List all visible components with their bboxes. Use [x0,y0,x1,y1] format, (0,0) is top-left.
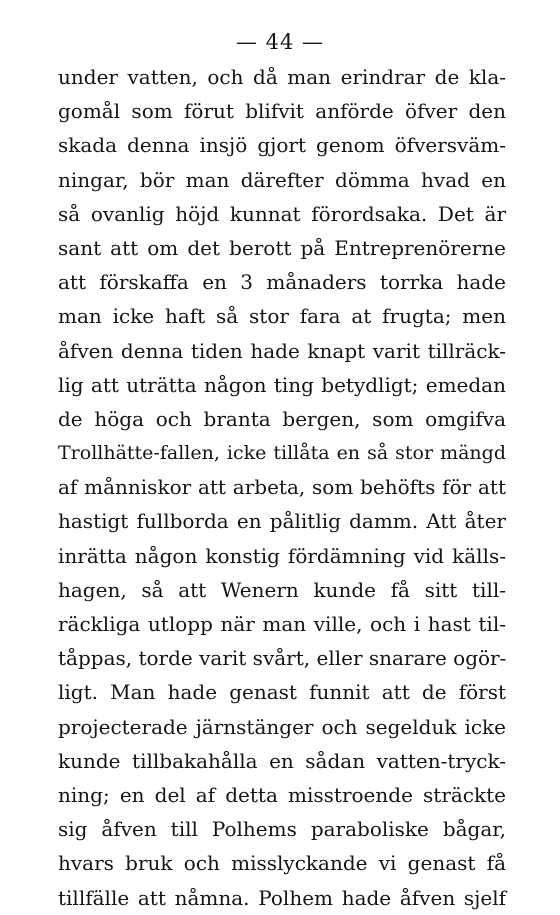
text-line: inrätta någon konstig fördämning vid källs- [58,543,506,568]
text-line: kunde tillbakahålla en sådan vatten-tryck- [58,748,506,773]
text-line: räckliga utlopp när man ville, och i hast til- [58,612,506,636]
text-line: under vatten, och då man erindrar de kla- [58,65,506,89]
text-line: gomål som förut blifvit anförde öfver den [58,99,506,124]
text-line: de höga och branta bergen, som omgifva [58,406,506,431]
text-line: ning; en del af detta misstroende sträckte [58,782,506,807]
body-text [58,60,506,915]
text-line: skada denna insjö gjort genom öfversväm- [58,133,506,158]
text-line: af månniskor att arbeta, som behöfts för att [58,475,506,500]
text-line: hvars bruk och misslyckande vi genast få [58,851,506,876]
text-line: hagen, så att Wenern kunde få sitt till- [58,577,506,602]
text-line: lig att uträtta någon ting betydligt; emedan [58,372,506,397]
text-line: ningar, bör man därefter dömma hvad en [58,167,506,192]
text-line: Trollhätte-fallen, icke tillåta en så stor mängd [58,442,506,465]
text-line: sant att om det berott på Entreprenörerne [58,235,506,260]
text-line: åfven denna tiden hade knapt varit tillräck- [58,338,506,363]
text-line: sig åfven till Polhems paraboliske bågar, [58,817,506,842]
page-number: — 44 — [235,30,325,54]
text-line: hastigt fullborda en pålitlig damm. Att åter [58,509,506,534]
text-line: att förskaffa en 3 månaders torrka hade [58,270,506,295]
text-line: projecterade järnstänger och segelduk icke [58,714,506,739]
text-line: tillfälle att nåmna. Polhem hade åfven sjelf [58,885,506,910]
text-line: tåppas, torde varit svårt, eller snarare ogör- [58,646,507,671]
text-line: så ovanlig höjd kunnat förordsaka. Det är [58,201,506,226]
text-line: man icke haft så stor fara at frugta; men [58,304,506,329]
text-line: ligt. Man hade genast funnit att de först [58,680,506,705]
